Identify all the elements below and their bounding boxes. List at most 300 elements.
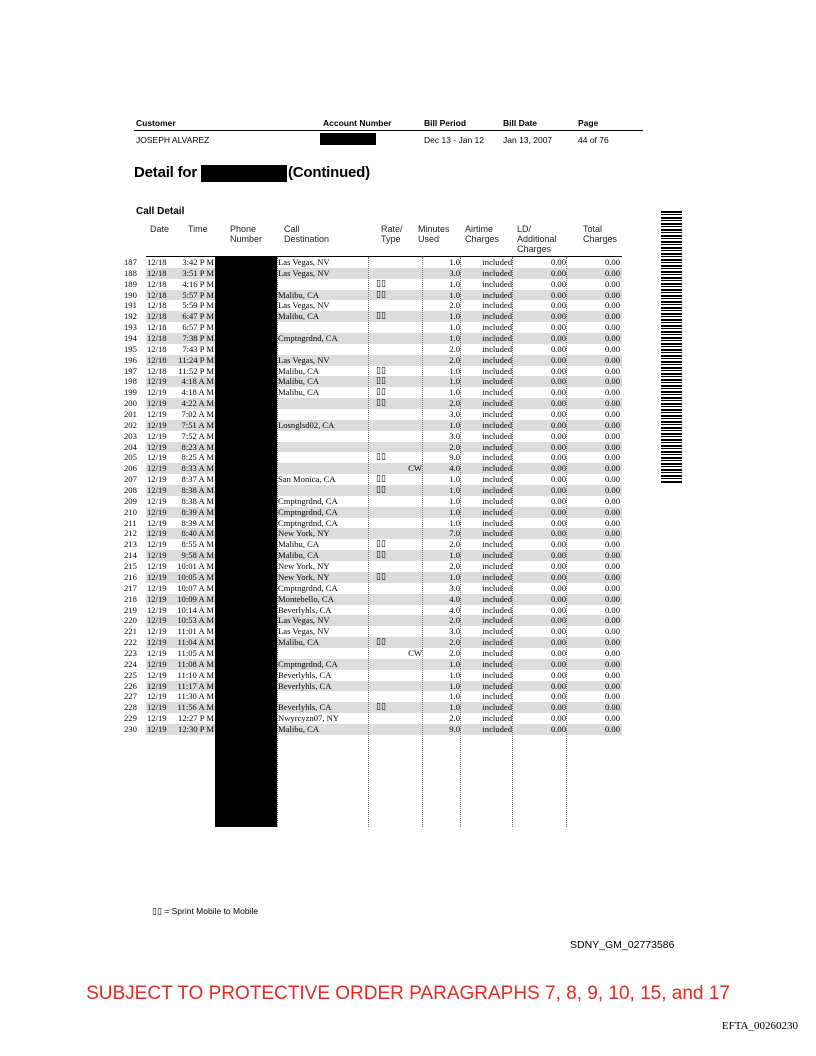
call-time: 6:47 P M [182,311,214,322]
minutes-used: 1.0 [449,311,460,322]
call-destination: Cmptngrdnd, CA [278,333,338,344]
total-charges: 0.00 [604,322,620,333]
call-time: 8:39 A M [181,517,214,528]
redaction-phone-number-title [201,165,287,182]
row-number: 230 [124,723,137,734]
call-date: 12/19 [147,517,167,528]
call-destination: Nwyrcyzn07, NY [278,713,340,724]
call-date: 12/19 [147,647,167,658]
header-bill-date: Jan 13, 2007 [503,135,553,145]
call-date: 12/19 [147,441,167,452]
column-header-minutes: Minutes Used [418,224,450,244]
header-label-customer: Customer [136,118,176,128]
ld-charges: 0.00 [550,517,566,528]
column-header-destination: Call Destination [284,224,330,244]
ld-charges: 0.00 [550,452,566,463]
call-time: 6:57 P M [182,322,214,333]
total-charges: 0.00 [604,571,620,582]
call-destination: Losnglsd02, CA [278,419,335,430]
redaction-account-number [320,133,376,145]
call-destination: Cmptngrdnd, CA [278,658,338,669]
ld-charges: 0.00 [550,419,566,430]
row-number: 220 [124,615,137,626]
total-charges: 0.00 [604,257,620,267]
table-row [124,539,624,550]
row-number: 201 [124,409,137,420]
ld-charges: 0.00 [550,637,566,648]
table-row [124,615,624,626]
ld-charges: 0.00 [550,311,566,322]
minutes-used: 3.0 [449,626,460,637]
table-row [124,355,624,366]
ld-charges: 0.00 [550,376,566,387]
row-number: 208 [124,485,137,496]
call-time: 8:38 A M [181,495,214,506]
airtime-charges: included [482,604,512,615]
ld-charges: 0.00 [550,723,566,734]
call-destination: Cmptngrdnd, CA [278,506,338,517]
call-destination: New York, NY [278,561,330,572]
call-date: 12/19 [147,561,167,572]
call-date: 12/19 [147,723,167,734]
total-charges: 0.00 [604,441,620,452]
total-charges: 0.00 [604,539,620,550]
table-row [124,311,624,322]
minutes-used: 1.0 [449,474,460,485]
call-time: 7:02 A M [181,409,214,420]
airtime-charges: included [482,658,512,669]
ld-charges: 0.00 [550,278,566,289]
minutes-used: 2.0 [449,398,460,409]
total-charges: 0.00 [604,278,620,289]
sprint-mobile-to-mobile-icon: ▯▯ [376,702,386,713]
call-date: 12/18 [147,278,167,289]
minutes-used: 1.0 [449,289,460,300]
minutes-used: 2.0 [449,615,460,626]
call-time: 7:52 A M [181,430,214,441]
ld-charges: 0.00 [550,322,566,333]
airtime-charges: included [482,322,512,333]
airtime-charges: included [482,376,512,387]
call-date: 12/19 [147,506,167,517]
table-row [124,496,624,507]
call-destination: Beverlyhls, CA [278,669,332,680]
call-destination: Malibu, CA [278,637,320,648]
call-time: 12:27 P M [178,713,214,724]
row-number: 203 [124,430,137,441]
table-row [124,398,624,409]
ld-charges: 0.00 [550,441,566,452]
call-destination: Cmptngrdnd, CA [278,495,338,506]
table-row [124,702,624,713]
call-destination: Las Vegas, NV [278,615,330,626]
minutes-used: 3.0 [449,267,460,278]
sprint-mobile-to-mobile-icon: ▯▯ [376,376,386,387]
airtime-charges: included [482,702,512,713]
total-charges: 0.00 [604,593,620,604]
call-time: 11:10 A M [177,669,214,680]
minutes-used: 2.0 [449,300,460,311]
call-destination: Las Vegas, NV [278,354,330,365]
call-time: 10:01 A M [177,561,214,572]
minutes-used: 1.0 [449,517,460,528]
call-date: 12/19 [147,582,167,593]
airtime-charges: included [482,430,512,441]
call-destination: Malibu, CA [278,550,320,561]
call-time: 4:18 A M [181,376,214,387]
call-date: 12/19 [147,713,167,724]
airtime-charges: included [482,517,512,528]
airtime-charges: included [482,571,512,582]
ld-charges: 0.00 [550,702,566,713]
column-divider [422,257,423,827]
header-customer-name: JOSEPH ALVAREZ [136,135,210,145]
column-divider [368,257,369,827]
column-divider [460,257,461,827]
call-date: 12/18 [147,354,167,365]
minutes-used: 9.0 [449,452,460,463]
row-number: 187 [124,257,137,267]
airtime-charges: included [482,637,512,648]
call-date: 12/19 [147,539,167,550]
minutes-used: 1.0 [449,571,460,582]
minutes-used: 1.0 [449,680,460,691]
ld-charges: 0.00 [550,300,566,311]
row-number: 227 [124,691,137,702]
minutes-used: 1.0 [449,506,460,517]
row-number: 206 [124,463,137,474]
total-charges: 0.00 [604,300,620,311]
minutes-used: 2.0 [449,713,460,724]
total-charges: 0.00 [604,517,620,528]
minutes-used: 2.0 [449,539,460,550]
total-charges: 0.00 [604,702,620,713]
ld-charges: 0.00 [550,539,566,550]
row-number: 225 [124,669,137,680]
call-time: 8:55 A M [181,539,214,550]
total-charges: 0.00 [604,604,620,615]
table-row [124,507,624,518]
call-date: 12/19 [147,528,167,539]
minutes-used: 1.0 [449,419,460,430]
airtime-charges: included [482,615,512,626]
call-time: 3:42 P M [182,257,214,267]
total-charges: 0.00 [604,658,620,669]
ld-charges: 0.00 [550,333,566,344]
table-row [124,626,624,637]
column-header-phone: Phone Number [230,224,263,244]
ld-charges: 0.00 [550,582,566,593]
total-charges: 0.00 [604,615,620,626]
minutes-used: 7.0 [449,528,460,539]
barcode [661,211,682,483]
table-row [124,572,624,583]
call-date: 12/18 [147,257,167,267]
efta-number: EFTA_00260230 [721,1020,798,1032]
minutes-used: 4.0 [449,593,460,604]
total-charges: 0.00 [604,311,620,322]
call-destination: Malibu, CA [278,723,320,734]
minutes-used: 1.0 [449,322,460,333]
ld-charges: 0.00 [550,604,566,615]
row-number: 197 [124,365,137,376]
airtime-charges: included [482,626,512,637]
row-number: 192 [124,311,137,322]
row-number: 210 [124,506,137,517]
table-row [124,463,624,474]
call-time: 8:37 A M [181,474,214,485]
column-divider [566,257,567,827]
minutes-used: 1.0 [449,702,460,713]
table-row [124,561,624,572]
total-charges: 0.00 [604,365,620,376]
ld-charges: 0.00 [550,463,566,474]
ld-charges: 0.00 [550,474,566,485]
call-date: 12/19 [147,658,167,669]
ld-charges: 0.00 [550,387,566,398]
airtime-charges: included [482,311,512,322]
sprint-mobile-to-mobile-icon: ▯▯ [376,398,386,409]
call-time: 4:18 A M [181,387,214,398]
call-date: 12/19 [147,387,167,398]
table-row [124,431,624,442]
header-label-period: Bill Period [424,118,467,128]
header-label-page: Page [578,118,599,128]
table-row [124,713,624,724]
table-row [124,268,624,279]
minutes-used: 4.0 [449,604,460,615]
row-number: 194 [124,333,137,344]
row-number: 196 [124,354,137,365]
ld-charges: 0.00 [550,495,566,506]
call-date: 12/19 [147,495,167,506]
row-number: 200 [124,398,137,409]
table-row [124,583,624,594]
minutes-used: 2.0 [449,343,460,354]
detail-title-continued: (Continued) [288,164,370,181]
column-header-total: Total Charges [583,224,618,244]
call-time: 10:05 A M [177,571,214,582]
table-row [124,485,624,496]
column-header-date: Date [150,224,170,234]
header-label-date: Bill Date [503,118,538,128]
row-number: 205 [124,452,137,463]
row-number: 221 [124,626,137,637]
airtime-charges: included [482,463,512,474]
table-row [124,648,624,659]
ld-charges: 0.00 [550,615,566,626]
row-number: 195 [124,343,137,354]
table-row [124,659,624,670]
call-destination: Beverlyhls, CA [278,604,332,615]
table-row [124,681,624,692]
sprint-mobile-to-mobile-icon: ▯▯ [376,278,386,289]
airtime-charges: included [482,419,512,430]
call-time: 10:53 A M [177,615,214,626]
row-number: 226 [124,680,137,691]
row-number: 215 [124,561,137,572]
total-charges: 0.00 [604,691,620,702]
airtime-charges: included [482,680,512,691]
sprint-mobile-to-mobile-icon: ▯▯ [152,907,162,917]
total-charges: 0.00 [604,626,620,637]
row-number: 202 [124,419,137,430]
row-number: 209 [124,495,137,506]
total-charges: 0.00 [604,582,620,593]
call-time: 4:16 P M [182,278,214,289]
table-row [124,691,624,702]
header-label-account: Account Number [323,118,392,128]
row-number: 199 [124,387,137,398]
legend-text: = Sprint Mobile to Mobile [164,906,259,916]
call-time: 8:38 A M [181,485,214,496]
airtime-charges: included [482,713,512,724]
call-date: 12/18 [147,289,167,300]
total-charges: 0.00 [604,267,620,278]
ld-charges: 0.00 [550,365,566,376]
total-charges: 0.00 [604,647,620,658]
sprint-mobile-to-mobile-icon: ▯▯ [376,637,386,648]
total-charges: 0.00 [604,387,620,398]
call-destination: Las Vegas, NV [278,300,330,311]
airtime-charges: included [482,387,512,398]
total-charges: 0.00 [604,680,620,691]
ld-charges: 0.00 [550,354,566,365]
minutes-used: 2.0 [449,561,460,572]
table-row [124,279,624,290]
call-destination: New York, NY [278,571,330,582]
sprint-mobile-to-mobile-icon: ▯▯ [376,387,386,398]
column-header-airtime: Airtime Charges [465,224,500,244]
call-time: 5:57 P M [182,289,214,300]
total-charges: 0.00 [604,376,620,387]
call-date: 12/19 [147,593,167,604]
table-row [124,452,624,463]
column-header-rate-type: Rate/ Type [381,224,403,244]
row-number: 212 [124,528,137,539]
call-time: 7:38 P M [182,333,214,344]
minutes-used: 1.0 [449,333,460,344]
row-number: 214 [124,550,137,561]
call-date: 12/19 [147,550,167,561]
airtime-charges: included [482,354,512,365]
airtime-charges: included [482,485,512,496]
ld-charges: 0.00 [550,626,566,637]
total-charges: 0.00 [604,474,620,485]
call-date: 12/19 [147,419,167,430]
total-charges: 0.00 [604,289,620,300]
table-row [124,442,624,453]
minutes-used: 1.0 [449,387,460,398]
call-date: 12/19 [147,626,167,637]
table-row [124,376,624,387]
table-row [124,409,624,420]
bates-number: SDNY_GM_02773586 [570,939,675,951]
row-number: 223 [124,647,137,658]
ld-charges: 0.00 [550,561,566,572]
table-row [124,366,624,377]
call-destination: Malibu, CA [278,376,320,387]
total-charges: 0.00 [604,419,620,430]
call-destination: Cmptngrdnd, CA [278,517,338,528]
call-date: 12/19 [147,485,167,496]
header-rule [134,130,643,131]
call-destination: Las Vegas, NV [278,267,330,278]
call-date: 12/19 [147,571,167,582]
total-charges: 0.00 [604,354,620,365]
call-time: 11:30 A M [177,691,214,702]
call-date: 12/19 [147,702,167,713]
ld-charges: 0.00 [550,647,566,658]
airtime-charges: included [482,452,512,463]
minutes-used: 1.0 [449,257,460,267]
call-time: 10:07 A M [177,582,214,593]
row-number: 190 [124,289,137,300]
table-row [124,344,624,355]
minutes-used: 2.0 [449,647,460,658]
call-date: 12/19 [147,691,167,702]
call-type: CW [408,463,422,474]
total-charges: 0.00 [604,506,620,517]
airtime-charges: included [482,506,512,517]
minutes-used: 3.0 [449,582,460,593]
ld-charges: 0.00 [550,257,566,267]
table-row [124,605,624,616]
call-time: 8:40 A M [181,528,214,539]
minutes-used: 2.0 [449,354,460,365]
table-row [124,550,624,561]
call-time: 8:23 A M [181,441,214,452]
airtime-charges: included [482,723,512,734]
column-header-ld: LD/ Additional Charges [517,224,557,254]
ld-charges: 0.00 [550,430,566,441]
total-charges: 0.00 [604,561,620,572]
total-charges: 0.00 [604,463,620,474]
call-date: 12/18 [147,322,167,333]
sprint-mobile-to-mobile-icon: ▯▯ [376,365,386,376]
call-time: 8:39 A M [181,506,214,517]
call-time: 5:59 P M [182,300,214,311]
sprint-mobile-to-mobile-icon: ▯▯ [376,452,386,463]
call-time: 4:22 A M [181,398,214,409]
total-charges: 0.00 [604,343,620,354]
minutes-used: 2.0 [449,637,460,648]
row-number: 213 [124,539,137,550]
call-time: 11:05 A M [177,647,214,658]
header-page: 44 of 76 [578,135,609,145]
call-type: CW [408,647,422,658]
table-row [124,724,624,735]
call-destination: New York, NY [278,528,330,539]
ld-charges: 0.00 [550,398,566,409]
call-time: 10:14 A M [177,604,214,615]
column-header-time: Time [188,224,208,234]
table-row [124,300,624,311]
airtime-charges: included [482,495,512,506]
row-number: 211 [124,517,137,528]
airtime-charges: included [482,691,512,702]
airtime-charges: included [482,289,512,300]
minutes-used: 2.0 [449,441,460,452]
sprint-mobile-to-mobile-icon: ▯▯ [376,311,386,322]
row-number: 216 [124,571,137,582]
call-time: 11:04 A M [177,637,214,648]
call-time: 9:58 A M [181,550,214,561]
table-row [124,333,624,344]
section-title: Call Detail [136,206,185,217]
ld-charges: 0.00 [550,680,566,691]
minutes-used: 1.0 [449,658,460,669]
